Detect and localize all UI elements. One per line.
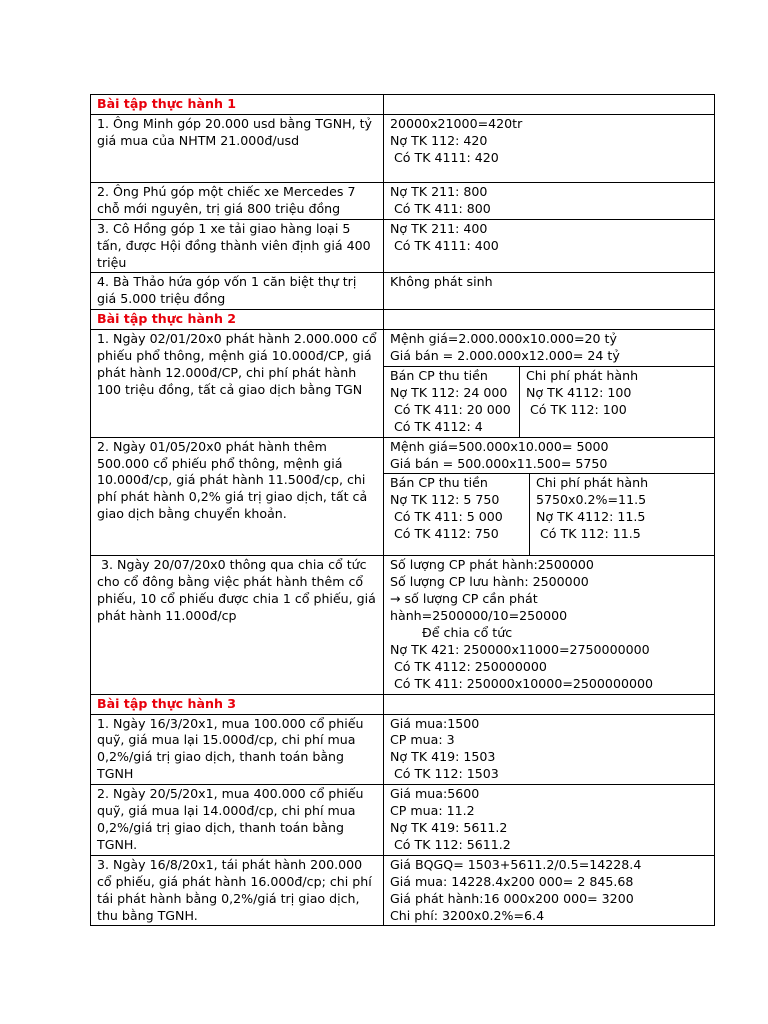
answer-line: CP mua: 3 xyxy=(390,732,455,748)
table-row xyxy=(91,714,715,785)
empty-cell xyxy=(384,95,715,115)
answer-line: Giá BQGQ= 1503+5611.2/0.5=14228.4 xyxy=(390,856,642,872)
answer-line: Nợ TK 419: 1503 xyxy=(390,749,496,765)
empty-cell xyxy=(384,694,715,714)
answer-line: Nợ TK 211: 800 xyxy=(390,183,488,199)
question-text: 2. Ngày 20/5/20x1, mua 400.000 cổ phiếu quỹ, giá mua lại 14.000đ/cp, chi phí mua 0,2%/giá trị giao dịch, thanh toán bằng TGNH. xyxy=(97,786,364,852)
answer-line: Không phát sinh xyxy=(390,274,493,290)
answer-line: Giá mua:5600 xyxy=(390,786,480,802)
answer-line: Nợ TK 112: 5 750 xyxy=(390,492,500,508)
answer-line: Giá bán = 500.000x11.500= 5750 xyxy=(390,455,608,471)
section-header-row xyxy=(91,310,715,330)
answer-line: 20000x21000=420tr xyxy=(390,115,523,131)
answer-line: Có TK 411: 800 xyxy=(390,200,491,216)
answer-line: hành=2500000/10=250000 xyxy=(390,608,568,624)
answer-line: Có TK 411: 5 000 xyxy=(390,509,503,525)
table-row xyxy=(91,855,715,926)
empty-cell xyxy=(384,310,715,330)
table-row xyxy=(91,219,715,273)
question-text: 2. Ông Phú góp một chiếc xe Mercedes 7 chỗ mới nguyên, trị giá 800 triệu đồng xyxy=(97,183,356,216)
answer-line: Có TK 4112: 250000000 xyxy=(390,658,547,674)
section-title: Bài tập thực hành 2 xyxy=(91,310,384,330)
answer-line: Có TK 4112: 4 xyxy=(390,418,483,434)
answer-line: Có TK 411: 20 000 xyxy=(390,401,511,417)
table-row xyxy=(91,182,715,219)
answer-line: Nợ TK 112: 420 xyxy=(390,132,488,148)
question-text: 1. Ông Minh góp 20.000 usd bằng TGNH, tỷ giá mua của NHTM 21.000đ/usd xyxy=(97,115,372,148)
answer-line: Có TK 4112: 750 xyxy=(390,526,499,542)
question-text: 3. Ngày 16/8/20x1, tái phát hành 200.000 cổ phiếu, giá phát hành 16.000đ/cp; chi phí tái phát hành bằng 0,2%/giá trị giao dịch, thu bằng TGNH. xyxy=(97,856,372,923)
answer-line: Có TK 112: 100 xyxy=(526,401,627,417)
answer-line: Số lượng CP phát hành:2500000 xyxy=(390,557,594,573)
section-title: Bài tập thực hành 1 xyxy=(91,95,384,115)
answer-line: Có TK 112: 1503 xyxy=(390,766,499,782)
question-text: 1. Ngày 16/3/20x1, mua 100.000 cổ phiếu quỹ, giá mua lại 15.000đ/cp, chi phí mua 0,2%/giá trị giao dịch, thanh toán bằng TGNH xyxy=(97,715,364,782)
answer-line: Chi phí phát hành xyxy=(526,367,639,383)
answer-line: Chi phí phát hành xyxy=(536,475,649,491)
answer-line: Nợ TK 4112: 100 xyxy=(526,384,632,400)
answer-line: Giá mua:1500 xyxy=(390,715,480,731)
question-text: 3. Cô Hồng góp 1 xe tải giao hàng loại 5 tấn, được Hội đồng thành viên định giá 400 triệu xyxy=(97,220,371,270)
answer-line: Nợ TK 419: 5611.2 xyxy=(390,820,508,835)
question-text: 2. Ngày 01/05/20x0 phát hành thêm 500.000 cổ phiếu phổ thông, mệnh giá 10.000đ/cp, giá phát hành 11.500đ/cp, chi phí phát hành 0,2% giá trị giao dịch, tất cả giao dịch bằng chuyển khoản. xyxy=(97,438,368,522)
answer-line: Giá mua: 14228.4x200 000= 2 845.68 xyxy=(390,873,634,889)
answer-line: Có TK 411: 250000x10000=2500000000 xyxy=(390,675,654,691)
answer-line: Có TK 4111: 420 xyxy=(390,149,499,165)
answer-line: Số lượng CP lưu hành: 2500000 xyxy=(390,574,589,590)
question-text: 1. Ngày 02/01/20x0 phát hành 2.000.000 cổ phiếu phổ thông, mệnh giá 10.000đ/CP, giá phát hành 12.000đ/CP, chi phí phát hành 100 triệu đồng, tất cả giao dịch bằng TGN xyxy=(97,331,377,397)
question-text: 3. Ngày 20/07/20x0 thông qua chia cổ tức cho cổ đông bằng việc phát hành thêm cổ phiếu, 10 cổ phiếu được chia 1 cổ phiếu, giá phát hành 11.000đ/cp xyxy=(97,557,380,624)
answer-line: Chi phí: 3200x0.2%=6.4 xyxy=(390,907,545,923)
answer-line: Nợ TK 211: 400 xyxy=(390,220,488,236)
section-title: Bài tập thực hành 3 xyxy=(91,694,384,714)
question-text: 4. Bà Thảo hứa góp vốn 1 căn biệt thự trị giá 5.000 triệu đồng xyxy=(97,274,357,307)
table-row xyxy=(91,114,715,182)
answer-line: Nợ TK 112: 24 000 xyxy=(390,384,508,400)
table-row xyxy=(91,330,715,437)
table-row xyxy=(91,556,715,694)
answer-line: Bán CP thu tiền xyxy=(390,367,488,383)
table-row xyxy=(91,785,715,856)
answer-line: Có TK 112: 5611.2 xyxy=(390,836,511,852)
answer-line: Mệnh giá=2.000.000x10.000=20 tỷ xyxy=(390,331,617,347)
answer-line: Mệnh giá=500.000x10.000= 5000 xyxy=(390,438,609,454)
table-row xyxy=(91,273,715,310)
answer-line: Để chia cổ tức xyxy=(390,625,513,641)
table-row xyxy=(91,437,715,556)
answer-line: Giá bán = 2.000.000x12.000= 24 tỷ xyxy=(390,348,620,364)
answer-line: 5750x0.2%=11.5 xyxy=(536,492,647,508)
answer-line: → số lượng CP cần phát xyxy=(390,591,538,607)
section-header-row xyxy=(91,95,715,115)
answer-line: Nợ TK 4112: 11.5 xyxy=(536,509,646,525)
answer-line: Có TK 4111: 400 xyxy=(390,237,499,253)
answer-line: Bán CP thu tiền xyxy=(390,475,488,491)
answer-line: Giá phát hành:16 000x200 000= 3200 xyxy=(390,890,634,906)
answer-line: Có TK 112: 11.5 xyxy=(536,526,641,542)
answer-line: CP mua: 11.2 xyxy=(390,803,475,819)
section-header-row xyxy=(91,694,715,714)
answer-line: Nợ TK 421: 250000x11000=2750000000 xyxy=(390,641,650,657)
exercise-table xyxy=(90,94,715,926)
